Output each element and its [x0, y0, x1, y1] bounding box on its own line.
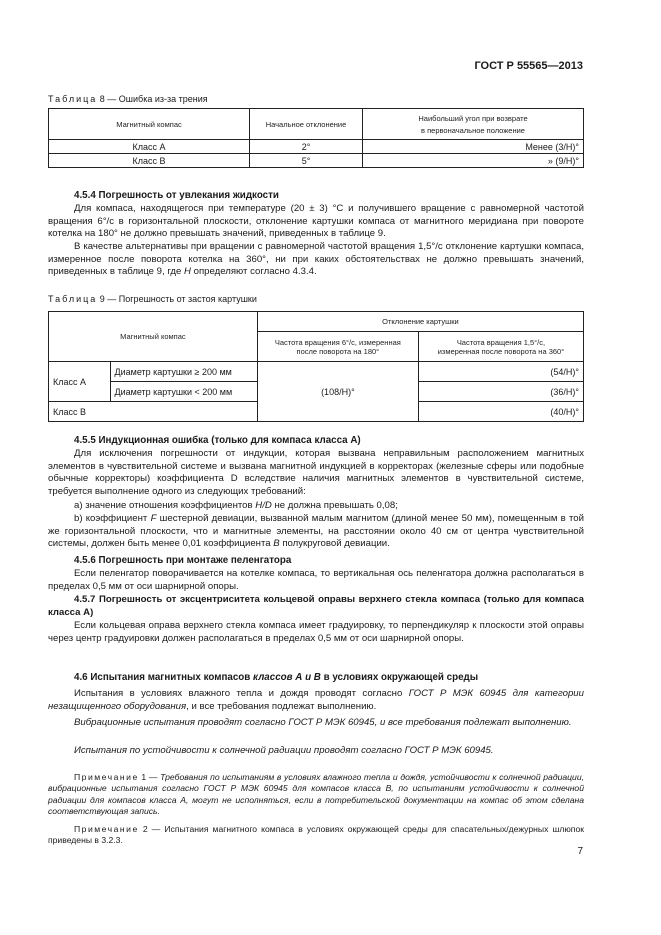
paragraph: Если пеленгатор поворачивается на котелке компаса, то вертикальная ось пеленгатора должна располагаться в пределах 0,5 мм от оси шарнирной опоры.: [48, 568, 584, 592]
table-cell: » (9/H)°: [363, 154, 584, 168]
table8-caption: Таблица 8 — Ошибка из-за трения: [48, 94, 208, 104]
paragraph: Если кольцевая оправа верхнего стекла компаса имеет градуировку, то перпендикуляр к плоскости этой оправы через центр градуировки должен располагаться в пределах 0,5 мм от оси шарнирной опоры.: [48, 620, 584, 644]
paragraph: Испытания в условиях влажного тепла и дождя проводят согласно ГОСТ Р МЭК 60945 для категории незащищенного оборудования, и все требования подлежат выполнению.: [48, 688, 584, 712]
table-cell: Класс B: [49, 154, 250, 168]
table-cell: (40/H)°: [418, 402, 583, 422]
table-header-cell: Наибольший угол при возврате в первоначальное положение: [363, 109, 584, 140]
table-header-cell: Начальное отклонение: [250, 109, 363, 140]
table9-caption: Таблица 9 — Погрешность от застоя картушки: [48, 294, 257, 304]
table-cell: Класс B: [49, 402, 258, 422]
table-cell: Диаметр картушки ≥ 200 мм: [110, 362, 257, 382]
section-heading-4-5-6: 4.5.6 Погрешность при монтаже пеленгатора: [74, 555, 292, 566]
section-heading-4-6: 4.6 Испытания магнитных компасов классов А и В в условиях окружающей среды: [74, 672, 479, 683]
table-cell: 5°: [250, 154, 363, 168]
table-cell: Класс A: [49, 362, 111, 402]
section-heading-4-5-4: 4.5.4 Погрешность от увлекания жидкости: [74, 190, 279, 201]
table-header-cell: Магнитный компас: [49, 109, 250, 140]
list-item: b) коэффициент F шестерной девиации, вызванной малым магнитом (длиной менее 50 мм), помещенным в той же горизонтальной плоскости, что и магнитные элементы, на расстоянии около 40 см от центра чувствительной системы, должен быть менее 0,01 коэффициента B полукруговой девиации.: [48, 513, 584, 550]
table-row: [49, 312, 584, 332]
table-header-cell: Частота вращения 1,5°/с, измеренная после поворота на 360°: [418, 332, 583, 362]
note-1: Примечание 1 — Требования по испытаниям в условиях влажного тепла и дождя, устойчивости к солнечной радиации, вибрационные испытания согласно ГОСТ Р МЭК 60945 для компасов класса В, по испытаниям устойчивости к солнечной радиации для компасов класса А, могут не исполняться, если в потребительской документации на компас об этом сделана соответствующая запись.: [48, 771, 584, 817]
paragraph: Вибрационные испытания проводят согласно ГОСТ Р МЭК 60945, и все требования подлежат выполнению.: [74, 717, 572, 728]
list-item: а) значение отношения коэффициентов H/D не должна превышать 0,08;: [74, 500, 398, 511]
table-cell: 2°: [250, 140, 363, 154]
table8: [48, 108, 584, 168]
section-heading-4-5-5: 4.5.5 Индукционная ошибка (только для компаса класса А): [74, 435, 361, 446]
table-row: [49, 109, 584, 140]
document-header: ГОСТ Р 55565—2013: [474, 60, 583, 72]
table-header-cell: Частота вращения 6°/с, измеренная после поворота на 180°: [257, 332, 418, 362]
table-cell: (54/H)°: [418, 362, 583, 382]
page-number: 7: [577, 846, 583, 857]
note-2: Примечание 2 — Испытания магнитного компаса в условиях окружающей среды для спасательных/дежурных шлюпок приведены в 3.2.3.: [48, 823, 584, 846]
table-cell: Диаметр картушки < 200 мм: [110, 382, 257, 402]
table-header-cell: Отклонение картушки: [257, 312, 583, 332]
paragraph: В качестве альтернативы при вращении с равномерной частотой вращения 1,5°/с отклонение картушки компаса, измеренное после поворота котелка на 360°, ни при каких обстоятельствах не должно превышать значений, приведенных в таблице 9, где H определяют согласно 4.3.4.: [48, 241, 584, 278]
section-heading-4-5-7: 4.5.7 Погрешность от эксцентриситета кольцевой оправы верхнего стекла компаса (только для компаса класса А): [48, 594, 584, 618]
table-cell: (36/H)°: [418, 382, 583, 402]
table-row: [49, 362, 584, 382]
table-row: [49, 140, 584, 154]
paragraph: Испытания по устойчивости к солнечной радиации проводят согласно ГОСТ Р МЭК 60945.: [74, 745, 494, 756]
paragraph: Для исключения погрешности от индукции, которая вызвана неправильным расположением магнитных элементов в чувствительной системе и вызвана магнитной индукцией в корректорах (железные сферы или подобные обычные корректоры) коэффициента D вследствие наличия магнитных элементов в чувствительной системе, требуется выполнение одного из следующих требований:: [48, 448, 584, 497]
table-cell: Класс A: [49, 140, 250, 154]
paragraph: Для компаса, находящегося при температуре (20 ± 3) °С и получившего вращение с равномерной частотой вращения 6°/с в горизонтальной плоскости, отклонение картушки компаса от магнитного меридиана при повороте котелка на 180° не должно превышать значений, приведенных в таблице 9.: [48, 203, 584, 240]
table-row: [49, 154, 584, 168]
table-cell: (108/H)°: [257, 362, 418, 422]
table-header-cell: Магнитный компас: [49, 312, 258, 362]
table9: [48, 311, 584, 422]
table-cell: Менее (3/H)°: [363, 140, 584, 154]
